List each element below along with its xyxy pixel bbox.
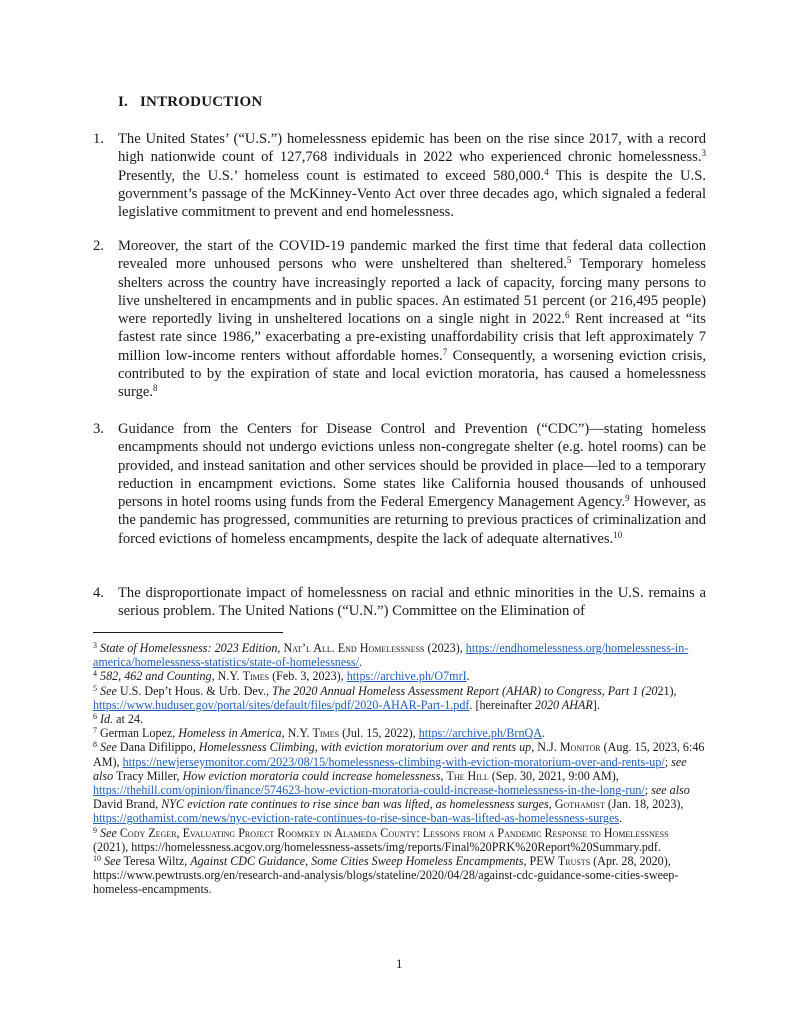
footnote-text: .: [541, 726, 545, 741]
footnote-ref[interactable]: 5: [566, 255, 572, 266]
footnote-text: The Hill: [446, 768, 489, 783]
footnote-text: How eviction moratoria could increase homelessness: [182, 768, 441, 783]
footnote-ref[interactable]: 7: [442, 346, 448, 357]
paragraph-3: [93, 420, 706, 548]
footnote-text: Nat’l All. End Homelessness: [283, 641, 425, 655]
footnote-text: See: [100, 683, 117, 698]
footnote-ref[interactable]: 10: [613, 529, 623, 540]
footnote-number: 7: [93, 726, 97, 736]
footnote-text: The 2020 Annual Homeless Assessment Report (AHAR) to Congress, Part 1 (20: [272, 683, 658, 698]
footnote-8: [93, 740, 706, 825]
footnote-text: Homelessness Climbing, with eviction moratorium over and rents up: [198, 740, 532, 755]
footnote-text: , PEW: [523, 854, 558, 869]
footnote-number: 9: [93, 825, 97, 835]
footnote-number: 5: [93, 683, 97, 693]
footnote-text: (2023),: [424, 641, 466, 655]
footnote-text: See: [100, 825, 117, 840]
paragraph-number: 3.: [93, 421, 104, 437]
footnote-text: State of Homelessness: 2023 Edition: [100, 641, 278, 655]
footnote-separator: [93, 632, 283, 633]
footnote-text: Homeless in America: [178, 726, 282, 741]
paragraph-text: [118, 130, 706, 221]
footnote-number: 3: [93, 641, 97, 650]
paragraph-number: 1.: [93, 131, 104, 147]
footnote-text: Id.: [100, 712, 114, 727]
paragraph-text-run: Consequently, a worsening eviction crisis, contributed to by the expiration of state and local eviction moratoria, has caused a homelessness surge.: [118, 347, 706, 401]
footnote-text: (Aug. 15, 2023, 6:46 AM),: [93, 740, 705, 769]
footnote-text: . [hereinafter: [469, 697, 535, 712]
footnote-text: See: [100, 740, 117, 755]
paragraph-text-run: However, as the pandemic has progressed, communities are returning to previous practices of criminalization and forced evictions of homeless encampments, despite the lack of adequate alternatives.: [118, 494, 706, 547]
paragraph-text-run: The disproportionate impact of homelessness on racial and ethnic minorities in the U.S. remains a serious problem. The United Nations (“U.N.”) Committee on the Elimination of: [118, 585, 706, 620]
footnote-5: [93, 684, 706, 712]
footnote-text: Gothamist: [554, 797, 605, 812]
footnote-text: .: [466, 669, 470, 684]
footnote-text: 582, 462 and Counting,: [100, 669, 215, 684]
footnote-text: Teresa Wiltz,: [120, 854, 191, 869]
footnote-text: German Lopez,: [100, 726, 179, 741]
paragraph-text: [118, 584, 706, 621]
footnote-number: 8: [93, 740, 97, 750]
paragraph-text-run: Guidance from the Centers for Disease Control and Prevention (“CDC”)—stating homeless encampments should not undergo evictions unless non-congregate shelter (e.g. hotel rooms) can be provided, and instead sanitation and other services should be provided in place—led to a temporary reduction in encampment evictions. Some states like California housed thousands of unhoused persons in hotel rooms using funds from the Federal Emergency Management Agency.: [118, 421, 706, 511]
footnote-ref[interactable]: 6: [565, 310, 570, 321]
footnote-link[interactable]: https://www.huduser.gov/portal/sites/default/files/pdf/2020-AHAR-Part-1.pdf: [93, 697, 470, 712]
footnote-text: Cody Zeger, Evaluating Project Roomkey in Alameda County: Lessons from a Pandemic Response to Homelessness: [119, 825, 669, 840]
paragraph-text-run: Temporary homeless shelters across the country have increasingly reported a lack of capacity, forcing many persons to live unsheltered in encampments and in public spaces. An estimated 51 percent (or 216,495 people) were reportedly living in unsheltered locations on a single night in 2022.: [118, 256, 706, 328]
footnote-text: Against CDC Guidance, Some Cities Sweep Homeless Encampments: [190, 854, 524, 869]
footnote-text: Trusts: [557, 854, 591, 869]
footnotes: [93, 641, 706, 897]
footnote-text: (Sep. 30, 2021, 9:00 AM),: [488, 768, 619, 783]
footnote-text: See: [104, 854, 121, 869]
footnote-ref[interactable]: 4: [544, 166, 549, 177]
section-heading: [118, 94, 262, 111]
footnote-number: 4: [93, 669, 97, 679]
footnote-9: [93, 826, 706, 854]
footnote-text: see also: [93, 754, 687, 783]
footnote-text: ,: [277, 641, 284, 655]
footnote-7: [93, 726, 706, 740]
footnote-text: 2020 AHAR: [534, 697, 593, 712]
paragraph-number: 2.: [93, 238, 104, 254]
footnote-ref[interactable]: 9: [625, 493, 630, 504]
footnote-text: 21),: [657, 683, 677, 698]
footnote-link[interactable]: https://newjerseymonitor.com/2023/08/15/homelessness-climbing-with-eviction-moratorium-over-and-rents-up/: [122, 754, 665, 769]
paragraph-text-run: Presently, the U.S.’ homeless count is estimated to exceed 580,000.: [118, 167, 545, 184]
footnote-text: Times: [312, 726, 340, 741]
paragraph-text-run: This is despite the U.S. government’s passage of the McKinney-Vento Act over three decades ago, which signaled a federal legislative commitment to prevent and end homelessness.: [118, 167, 706, 221]
paragraph-text: [118, 237, 706, 402]
footnote-text: ;: [664, 754, 672, 769]
footnote-text: Dana Difilippo,: [116, 740, 199, 755]
paragraph-text-run: The United States’ (“U.S.”) homelessness epidemic has been on the rise since 2017, with a record high nationwide count of 127,768 individuals in 2022 who experienced chronic homelessness.: [118, 131, 706, 166]
paragraph-text: [118, 420, 706, 548]
paragraph-text-run: Rent increased at “its fastest rate since 1986,” exacerbating a pre-existing unaffordability crisis that left approximately 7 million low-income renters without affordable homes.: [118, 311, 706, 364]
footnote-text: Times: [242, 669, 270, 684]
footnote-text: (Apr. 28, 2020), https://www.pewtrusts.org/en/research-and-analysis/blogs/stateline/2020/04/28/against-cdc-guidance-some-cities-sweep-homeless-encampments.: [93, 854, 679, 897]
footnote-text: N.Y.: [214, 669, 243, 684]
footnote-text: at 24.: [113, 712, 144, 727]
footnote-3: [93, 641, 706, 669]
paragraph-4: [93, 584, 706, 621]
footnote-number: 10: [93, 854, 101, 864]
paragraph-2: [93, 237, 706, 402]
footnote-text: NYC eviction rate continues to rise since ban was lifted, as homelessness surges: [161, 797, 549, 812]
footnote-text: ;: [644, 783, 652, 798]
paragraph-number: 4.: [93, 585, 104, 601]
paragraph-1: [93, 130, 706, 221]
footnote-link[interactable]: https://gothamist.com/news/nyc-eviction-rate-continues-to-rise-since-ban-was-lifted-as-homelessness-surges: [93, 811, 620, 826]
footnote-text: see also: [651, 783, 690, 798]
footnote-text: (2021), https://homelessness.acgov.org/homelessness-assets/img/reports/Final%20PRK%20Report%20Summary.pdf.: [93, 839, 661, 854]
footnote-link[interactable]: https://archive.ph/O7mrI: [346, 669, 467, 684]
footnote-text: ].: [592, 697, 600, 712]
footnote-text: .: [619, 811, 623, 826]
footnote-6: [93, 712, 706, 726]
footnote-text: .: [359, 655, 363, 670]
section-number: I.: [118, 94, 128, 110]
footnote-4: [93, 669, 706, 683]
footnote-10: [93, 854, 706, 897]
footnote-ref[interactable]: 3: [701, 148, 706, 159]
footnote-text: (Feb. 3, 2023),: [269, 669, 347, 684]
footnote-text: David Brand,: [93, 797, 162, 812]
footnote-text: , N.Y.: [281, 726, 313, 741]
footnote-link[interactable]: https://archive.ph/BrnQA: [418, 726, 542, 741]
footnote-link[interactable]: https://thehill.com/opinion/finance/574623-how-eviction-moratoria-could-increase-homelessness-in-the-long-run/: [93, 783, 645, 798]
footnote-text: Tracy Miller,: [113, 768, 183, 783]
section-title: INTRODUCTION: [140, 94, 263, 110]
page-number: 1: [396, 956, 403, 971]
footnote-text: , N.J.: [531, 740, 560, 755]
footnote-text: ,: [548, 797, 555, 812]
paragraph-text-run: Moreover, the start of the COVID-19 pandemic marked the first time that federal data collection revealed more unhoused persons who were unsheltered than sheltered.: [118, 238, 706, 273]
footnote-number: 6: [93, 712, 97, 722]
footnote-link[interactable]: https://endhomelessness.org/homelessness-in-america/homelessness-statistics/state-of-homelessness/: [93, 641, 689, 670]
footnote-text: ,: [440, 768, 447, 783]
footnote-ref[interactable]: 8: [153, 383, 158, 394]
footnote-text: (Jul. 15, 2022),: [339, 726, 419, 741]
footnote-text: Monitor: [559, 740, 601, 755]
footnote-text: (Jan. 18, 2023),: [604, 797, 684, 812]
footnote-text: U.S. Dep’t Hous. & Urb. Dev.,: [116, 683, 273, 698]
